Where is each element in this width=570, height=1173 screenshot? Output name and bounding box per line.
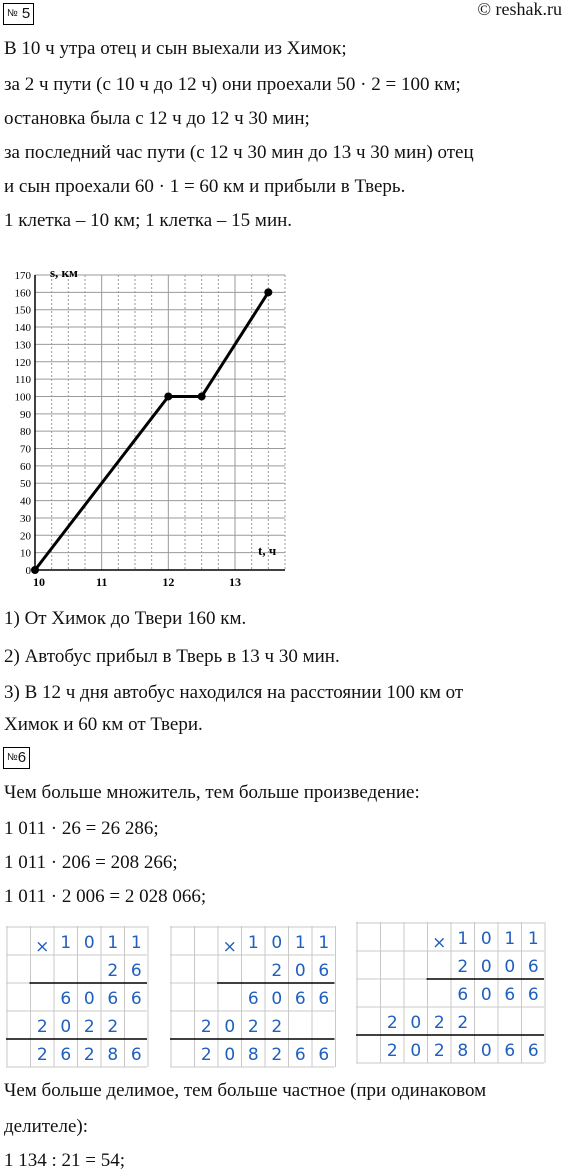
chart-grid	[35, 275, 285, 570]
digit: 6	[130, 989, 142, 1009]
digit: 1	[247, 933, 259, 953]
p5-line-4: за последний час пути (с 12 ч 30 мин до 13 ч 30 мин) отец	[4, 142, 474, 163]
y-tick-label: 60	[20, 460, 31, 473]
digit: 6	[130, 961, 142, 981]
digit: 0	[224, 1045, 236, 1065]
y-tick-label: 110	[14, 374, 31, 387]
digit: 8	[247, 1045, 259, 1065]
problem-6-badge: №6	[3, 747, 30, 769]
digit: 6	[318, 1045, 330, 1065]
digit: 1	[457, 929, 469, 949]
y-tick-label: 10	[20, 547, 31, 560]
digit: 6	[504, 985, 516, 1005]
x-tick-label: 12	[162, 575, 175, 589]
digit: 2	[433, 1013, 445, 1033]
digit: 6	[247, 989, 259, 1009]
digit: 2	[457, 1013, 469, 1033]
digit: 6	[318, 989, 330, 1009]
digit: 8	[457, 1041, 469, 1061]
p5-line-3: остановка была с 12 ч до 12 ч 30 мин;	[4, 108, 310, 129]
digit: 0	[504, 957, 516, 977]
p6-eq-1: 1 011 · 26 = 26 286;	[4, 818, 159, 839]
digit: 2	[271, 961, 283, 981]
p5-answer-4: Химок и 60 км от Твери.	[4, 714, 203, 735]
p5-answer-2: 2) Автобус прибыл в Тверь в 13 ч 30 мин.	[4, 646, 340, 667]
digit: 1	[527, 929, 539, 949]
digit: 1	[60, 933, 72, 953]
multiply-sign: ×	[222, 937, 237, 957]
digit: 8	[107, 1045, 119, 1065]
digit: 0	[224, 1017, 236, 1037]
digit: 1	[318, 933, 330, 953]
digit: 1	[294, 933, 306, 953]
y-tick-label: 160	[14, 287, 31, 300]
digit: 6	[60, 1045, 72, 1065]
p6-rule-2a: Чем больше делимое, тем больше частное (при одинаковом	[4, 1080, 487, 1101]
digit: 0	[480, 985, 492, 1005]
data-point	[264, 288, 272, 296]
digit: 0	[480, 929, 492, 949]
digit: 2	[247, 1017, 259, 1037]
x-tick-label: 10	[33, 575, 45, 589]
p5-line-1: В 10 ч утра отец и сын выехали из Химок;	[4, 38, 347, 59]
digit: 2	[107, 1017, 119, 1037]
y-tick-label: 70	[20, 443, 31, 456]
y-tick-label: 150	[14, 304, 31, 317]
y-tick-labels	[15, 270, 32, 577]
digit: 6	[107, 989, 119, 1009]
x-tick-label: 13	[229, 575, 241, 589]
digit: 6	[527, 985, 539, 1005]
y-tick-label: 80	[20, 426, 31, 439]
digit: 0	[60, 1017, 72, 1037]
digit: 2	[83, 1017, 95, 1037]
digit: 2	[36, 1045, 48, 1065]
digit: 2	[83, 1045, 95, 1065]
digit: 2	[271, 1045, 283, 1065]
digit: 6	[457, 985, 469, 1005]
y-tick-label: 90	[20, 408, 31, 421]
column-multiplication-3	[356, 922, 546, 1066]
p5-line-6: 1 клетка – 10 км; 1 клетка – 15 мин.	[4, 210, 293, 231]
digit: 2	[36, 1017, 48, 1037]
distance-time-chart	[0, 255, 300, 595]
y-axis-label: s, км	[50, 265, 78, 280]
problem-5-badge: № 5	[3, 3, 34, 25]
y-tick-label: 130	[14, 339, 31, 352]
p6-eq-2: 1 011 · 206 = 208 266;	[4, 852, 178, 873]
y-tick-label: 40	[20, 495, 31, 508]
multiply-sign: ×	[432, 933, 447, 953]
x-tick-labels	[33, 575, 241, 589]
column-multiplication-1	[6, 926, 149, 1070]
site-watermark: © reshak.ru	[477, 0, 562, 19]
digit: 0	[480, 957, 492, 977]
digit: 2	[457, 957, 469, 977]
digit: 2	[386, 1041, 398, 1061]
y-tick-label: 100	[14, 391, 31, 404]
digit: 0	[294, 961, 306, 981]
p5-answer-3: 3) В 12 ч дня автобус находился на расстоянии 100 км от	[4, 682, 464, 703]
y-tick-label: 0	[25, 565, 31, 577]
y-tick-label: 50	[20, 478, 31, 491]
digit: 6	[504, 1041, 516, 1061]
x-tick-label: 11	[95, 575, 108, 589]
digit: 2	[107, 961, 119, 981]
y-tick-label: 30	[20, 512, 31, 525]
p5-line-5: и сын проехали 60 · 1 = 60 км и прибыли в Тверь.	[4, 176, 406, 197]
y-tick-label: 170	[14, 270, 31, 282]
digit: 0	[271, 989, 283, 1009]
column-multiplication-2	[170, 926, 337, 1070]
p5-answer-1: 1) От Химок до Твери 160 км.	[4, 608, 247, 629]
digit: 6	[527, 957, 539, 977]
multiply-sign: ×	[35, 937, 50, 957]
digit: 6	[294, 989, 306, 1009]
digit: 6	[318, 961, 330, 981]
digit: 0	[271, 933, 283, 953]
digit: 0	[410, 1041, 422, 1061]
digit: 2	[200, 1045, 212, 1065]
x-axis-label: t, ч	[258, 543, 277, 558]
digit: 0	[410, 1013, 422, 1033]
digit: 6	[130, 1045, 142, 1065]
digit: 1	[130, 933, 142, 953]
digit: 1	[107, 933, 119, 953]
data-point	[198, 392, 206, 400]
data-point	[164, 392, 172, 400]
digit: 2	[386, 1013, 398, 1033]
p6-eq-3: 1 011 · 2 006 = 2 028 066;	[4, 886, 207, 907]
p6-rule-2b: делителе):	[4, 1116, 89, 1137]
digit: 0	[83, 989, 95, 1009]
digit: 2	[271, 1017, 283, 1037]
digit: 2	[433, 1041, 445, 1061]
digit: 6	[60, 989, 72, 1009]
p6-rule-1: Чем больше множитель, тем больше произведение:	[4, 782, 420, 803]
digit: 6	[527, 1041, 539, 1061]
digit: 2	[200, 1017, 212, 1037]
p6-eq-4: 1 134 : 21 = 54;	[4, 1150, 126, 1171]
data-point	[31, 566, 39, 574]
digit: 0	[83, 933, 95, 953]
digit: 1	[504, 929, 516, 949]
p5-line-2: за 2 ч пути (с 10 ч до 12 ч) они проехали 50 · 2 = 100 км;	[4, 74, 461, 95]
y-tick-label: 120	[14, 356, 31, 369]
digit: 0	[480, 1041, 492, 1061]
y-tick-label: 140	[14, 322, 31, 335]
y-tick-label: 20	[20, 530, 31, 543]
digit: 6	[294, 1045, 306, 1065]
